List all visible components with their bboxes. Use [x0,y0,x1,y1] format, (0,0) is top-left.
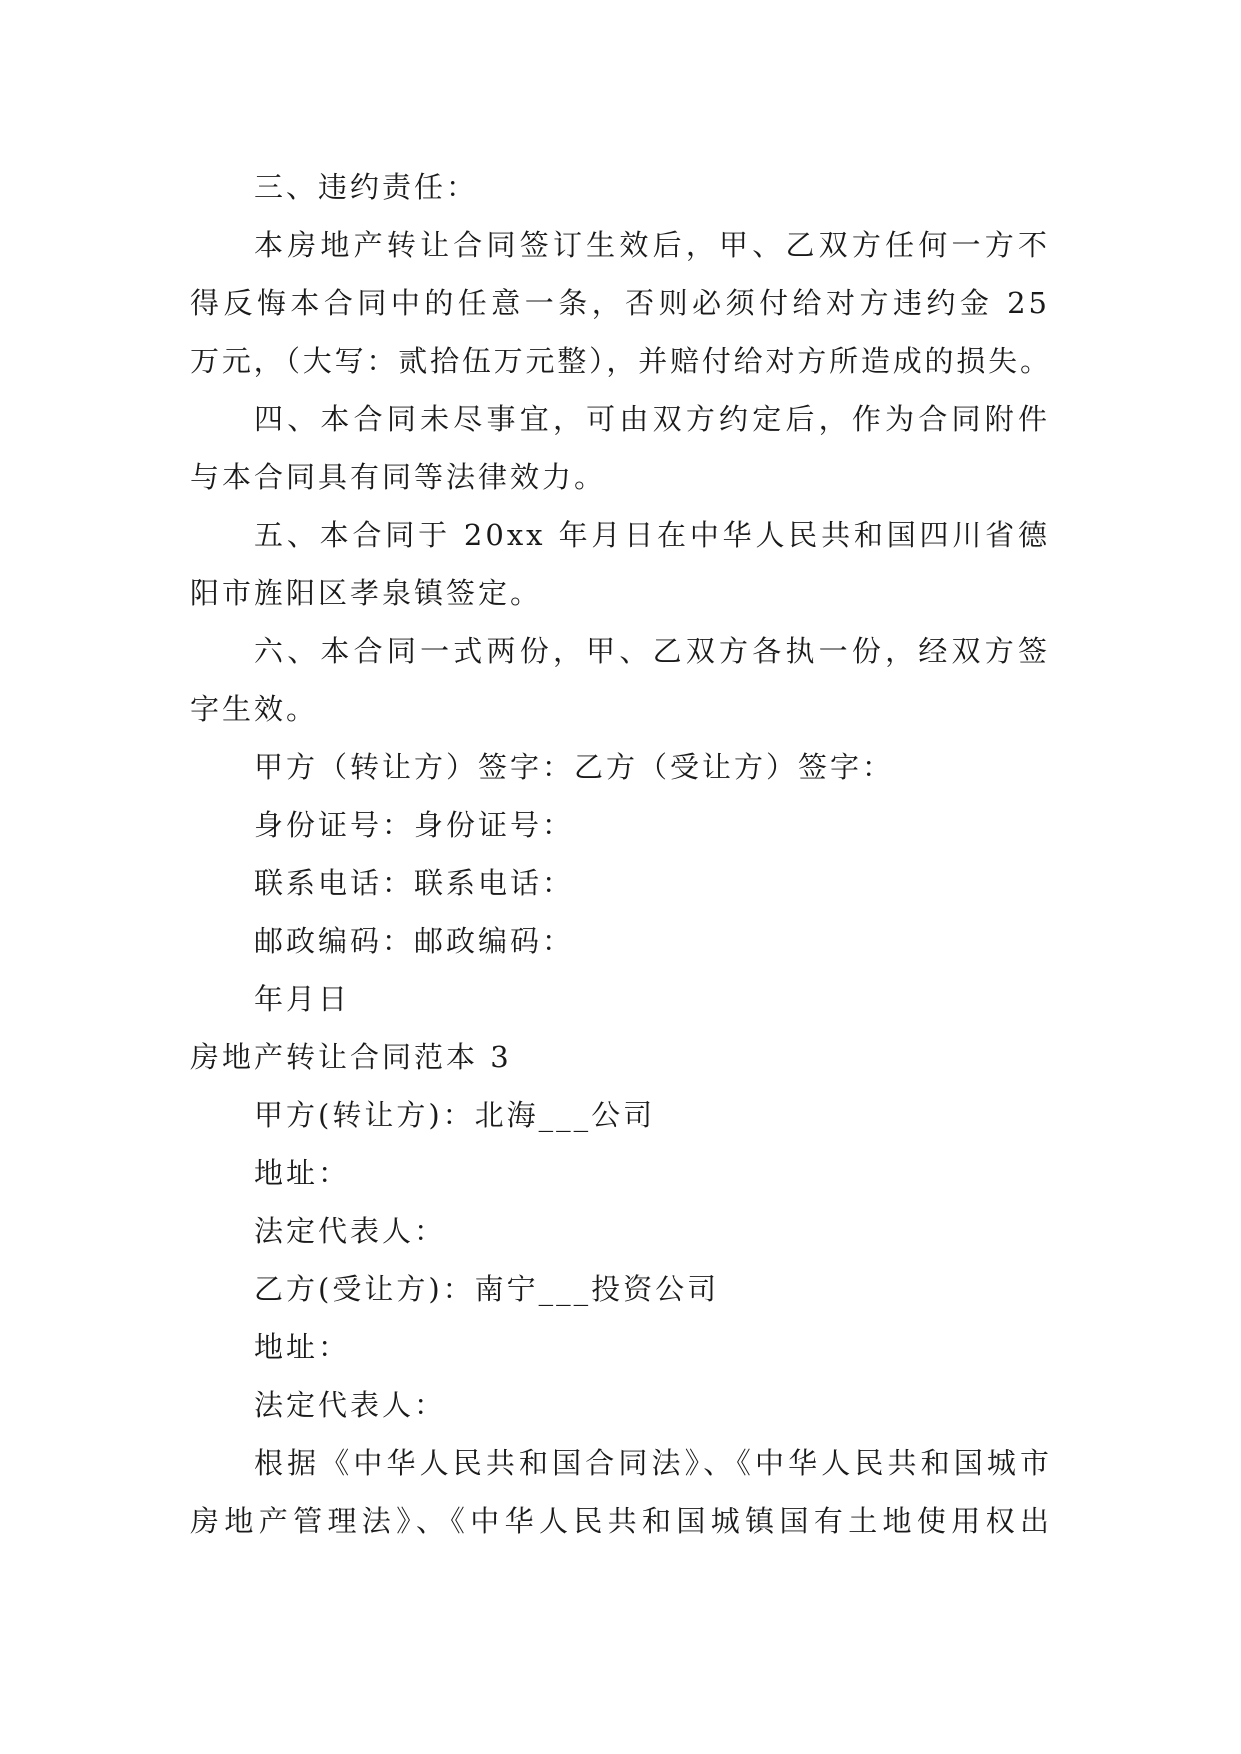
party-a-line: 甲方(转让方)：北海___公司 [254,1098,656,1132]
party-a-address-line: 地址： [254,1156,351,1190]
phone-line: 联系电话：联系电话： [254,866,575,900]
date-line: 年月日 [254,982,351,1016]
section-heading-breach-liability: 三、违约责任： [254,170,479,204]
id-number-line: 身份证号：身份证号： [254,808,575,842]
paragraph-line: 本房地产转让合同签订生效后，甲、乙双方任何一方不 [254,228,1050,262]
paragraph-line: 五、本合同于 20xx 年月日在中华人民共和国四川省德 [254,518,1050,552]
party-b-address-line: 地址： [254,1330,351,1364]
section-title: 房地产转让合同范本 3 [190,1040,512,1074]
paragraph-line: 得反悔本合同中的任意一条，否则必须付给对方违约金 25 [190,286,1050,320]
paragraph-line: 与本合同具有同等法律效力。 [190,460,607,494]
paragraph-line: 字生效。 [190,692,319,726]
party-b-line: 乙方(受让方)：南宁___投资公司 [254,1272,720,1306]
paragraph-line: 根据《中华人民共和国合同法》、《中华人民共和国城市 [254,1446,1050,1480]
signature-line: 甲方（转让方）签字：乙方（受让方）签字： [254,750,895,784]
postal-code-line: 邮政编码：邮政编码： [254,924,575,958]
paragraph-line: 六、本合同一式两份，甲、乙双方各执一份，经双方签 [254,634,1050,668]
party-b-representative-line: 法定代表人： [254,1388,447,1422]
paragraph-line: 四、本合同未尽事宜，可由双方约定后，作为合同附件 [254,402,1050,436]
paragraph-line: 阳市旌阳区孝泉镇签定。 [190,576,543,610]
paragraph-line: 房地产管理法》、《中华人民共和国城镇国有土地使用权出 [190,1504,1050,1538]
document-body [190,158,1050,1550]
paragraph-line: 万元，（大写：贰拾伍万元整），并赔付给对方所造成的损失。 [190,344,1050,378]
party-a-representative-line: 法定代表人： [254,1214,447,1248]
